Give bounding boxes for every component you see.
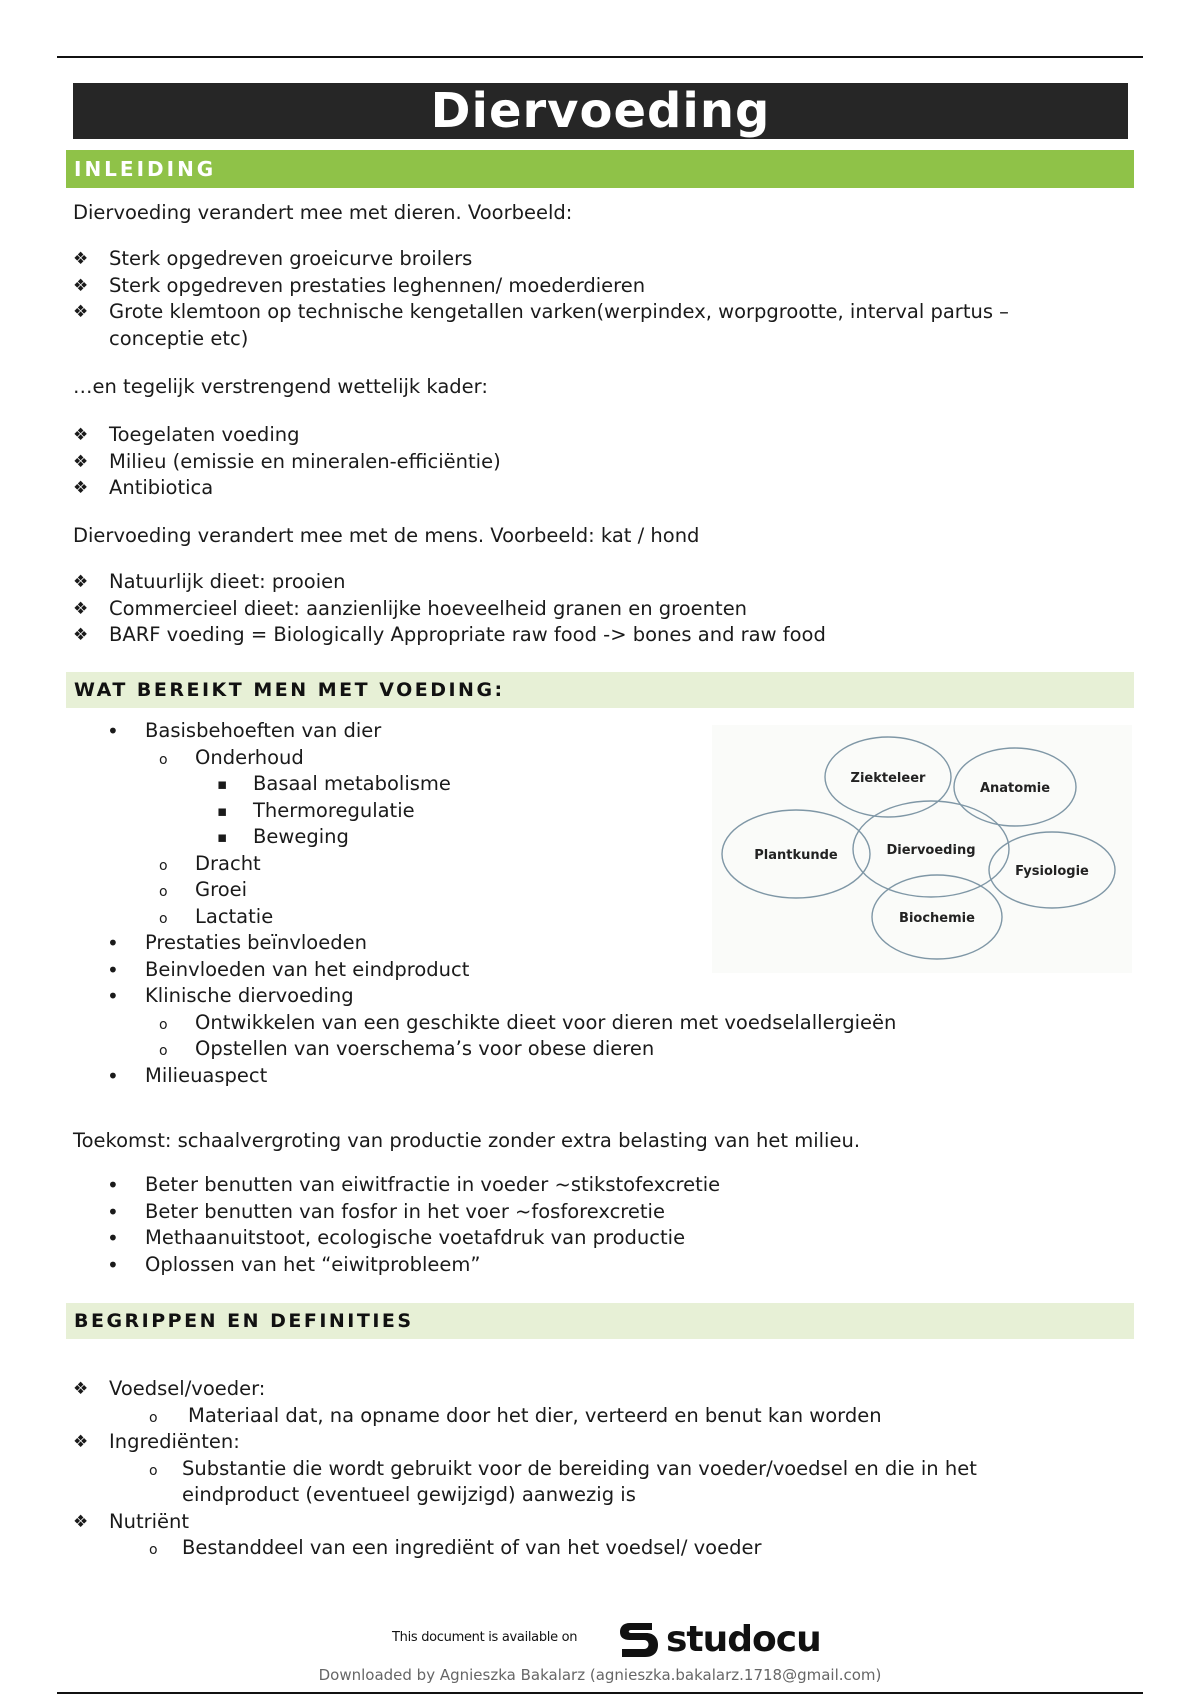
venn-diagram [712, 725, 1132, 973]
intro-list-1 [73, 246, 1073, 352]
list-item: • Oplossen van het “eiwitprobleem” [73, 1252, 720, 1279]
begrippen-list [73, 1376, 1073, 1562]
list-item: ❖ Sterk opgedreven prestaties leghennen/ moederdieren [73, 273, 1073, 300]
intro-paragraph-1: Diervoeding verandert mee met dieren. Voorbeeld: [73, 201, 573, 224]
list-item: o Substantie die wordt gebruikt voor de bereiding van voeder/voedsel en die in het eindproduct (eventueel gewijzigd) aanwezig is [73, 1456, 1082, 1509]
venn-label-plantkunde: Plantkunde [754, 848, 838, 863]
list-item: ❖ Natuurlijk dieet: prooien [73, 569, 826, 596]
term-label: Voedsel/voeder: [109, 1377, 266, 1400]
list-item: o Materiaal dat, na opname door het dier, verteerd en benut kan worden [73, 1403, 1073, 1430]
list-item: • Beter benutten van fosfor in het voer ~fosforexcretie [73, 1199, 720, 1226]
list-item [73, 1429, 1073, 1456]
list-item: ❖ Milieu (emissie en mineralen-efficiëntie) [73, 449, 501, 476]
list-item: o Ontwikkelen van een geschikte dieet voor dieren met voedselallergieën [73, 1010, 973, 1037]
diamond-bullet-icon: ❖ [73, 1432, 89, 1452]
list-item: • Milieuaspect [73, 1063, 973, 1090]
bottom-rule [57, 1692, 1143, 1694]
venn-label-fysiologie: Fysiologie [1015, 864, 1089, 879]
list-item: o Bestanddeel van een ingrediënt of van het voedsel/ voeder [73, 1535, 1073, 1562]
list-item [73, 1376, 1073, 1403]
list-item: • Prestaties beïnvloeden [73, 930, 973, 957]
footer-downloaded-by: Downloaded by Agnieszka Bakalarz (agnieszka.bakalarz.1718@gmail.com) [318, 1666, 882, 1684]
diamond-bullet-icon: ❖ [73, 1379, 89, 1399]
page-title: Diervoeding [73, 83, 1128, 139]
list-item: • Klinische diervoeding [73, 983, 973, 1010]
venn-label-biochemie: Biochemie [899, 911, 975, 926]
venn-label-diervoeding: Diervoeding [886, 843, 976, 858]
list-item: o Groei [73, 877, 973, 904]
section-heading-inleiding: INLEIDING [66, 150, 1134, 188]
studocu-logo[interactable] [614, 1613, 821, 1665]
list-item: • Beinvloeden van het eindproduct [73, 957, 973, 984]
list-item: o Opstellen van voerschema’s voor obese dieren [73, 1036, 973, 1063]
venn-label-anatomie: Anatomie [979, 781, 1051, 796]
list-item: ❖ Antibiotica [73, 475, 501, 502]
list-item: ❖ Grote klemtoon op technische kengetallen varken(werpindex, worpgrootte, interval partus – conceptie etc) [73, 299, 1109, 352]
section-heading-begrippen: BEGRIPPEN EN DEFINITIES [66, 1303, 1134, 1339]
venn-label-ziekteleer: Ziekteleer [850, 771, 926, 786]
list-item: ❖ Toegelaten voeding [73, 422, 501, 449]
section-heading-wat-bereikt: WAT BEREIKT MEN MET VOEDING: [66, 672, 1134, 708]
list-item: o Dracht [73, 851, 973, 878]
intro-paragraph-2: …en tegelijk verstrengend wettelijk kader: [73, 375, 488, 398]
top-rule [57, 56, 1143, 58]
studocu-logo-icon [614, 1615, 662, 1663]
term-label: Ingrediënten: [109, 1430, 240, 1453]
footer-available-text: This document is available on [392, 1630, 578, 1645]
venn-diagram-svg [712, 725, 1132, 973]
studocu-brand: studocu [666, 1618, 821, 1660]
list-item: ▪ Beweging [73, 824, 973, 851]
list-item: o Onderhoud [73, 745, 973, 772]
list-item [73, 1509, 1073, 1536]
intro-paragraph-3: Diervoeding verandert mee met de mens. Voorbeeld: kat / hond [73, 524, 700, 547]
intro-list-3 [73, 569, 826, 649]
list-item: ❖ Sterk opgedreven groeicurve broilers [73, 246, 1073, 273]
diamond-bullet-icon: ❖ [73, 1511, 89, 1532]
toekomst-list [73, 1172, 720, 1278]
toekomst-paragraph: Toekomst: schaalvergroting van productie zonder extra belasting van het milieu. [73, 1129, 861, 1152]
list-item: ❖ BARF voeding = Biologically Appropriate raw food -> bones and raw food [73, 622, 826, 649]
term-label: Nutriënt [109, 1509, 190, 1533]
list-item: o Lactatie [73, 904, 973, 931]
list-item: • Beter benutten van eiwitfractie in voeder ~stikstofexcretie [73, 1172, 720, 1199]
intro-list-2 [73, 422, 501, 502]
list-item: • Methaanuitstoot, ecologische voetafdruk van productie [73, 1225, 720, 1252]
list-item: ▪ Basaal metabolisme [73, 771, 973, 798]
list-item: • Basisbehoeften van dier [73, 718, 973, 745]
list-item: ▪ Thermoregulatie [73, 798, 973, 825]
list-item: ❖ Commercieel dieet: aanzienlijke hoeveelheid granen en groenten [73, 596, 826, 623]
